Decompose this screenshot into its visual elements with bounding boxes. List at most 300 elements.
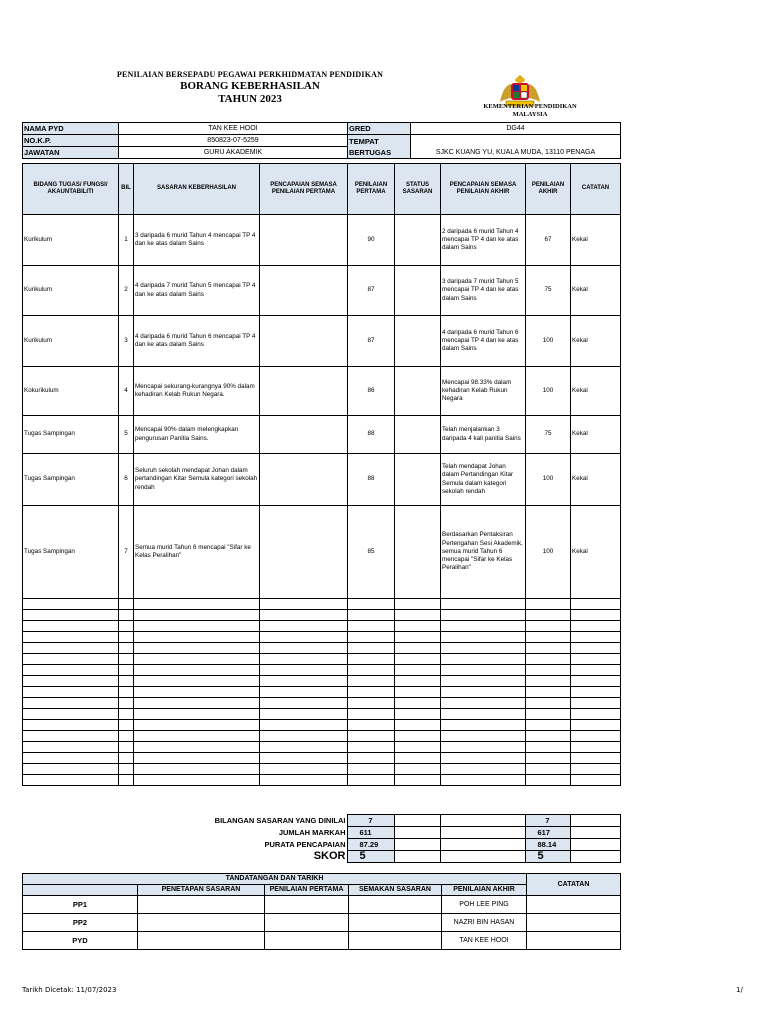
blank-cell (394, 839, 440, 851)
jumlah-label: JUMLAH MARKAH (278, 828, 346, 837)
catatan-cell: Kekal (571, 367, 621, 416)
sasaran-cell: Mencapai sekurang-kurangnya 90% dalam kehadiran Kelab Rukun Negara. (134, 367, 260, 416)
empty-row (23, 632, 621, 643)
empty-cell (571, 676, 621, 687)
form-header (40, 70, 460, 105)
empty-cell (348, 599, 395, 610)
empty-cell (348, 720, 395, 731)
bilangan-akhir: 7 (525, 815, 570, 827)
empty-cell (395, 753, 441, 764)
empty-cell (441, 753, 526, 764)
empty-cell (119, 720, 134, 731)
signature-catatan-header: CATATAN (527, 874, 621, 896)
status-cell (395, 506, 441, 599)
empty-cell (571, 599, 621, 610)
col-header-pencapaian-akhir: PENCAPAIAN SEMASA PENILAIAN AKHIR (441, 164, 526, 215)
empty-row (23, 720, 621, 731)
status-cell (395, 215, 441, 266)
signature-cell (138, 914, 265, 932)
empty-rows (23, 599, 621, 786)
empty-cell (526, 698, 571, 709)
empty-cell (348, 687, 395, 698)
empty-cell (571, 621, 621, 632)
signature-row (23, 932, 621, 950)
empty-cell (23, 621, 119, 632)
empty-cell (395, 687, 441, 698)
empty-cell (441, 709, 526, 720)
empty-cell (526, 753, 571, 764)
empty-cell (571, 753, 621, 764)
empty-cell (23, 764, 119, 775)
purata-akhir: 88.14 (525, 839, 570, 851)
empty-cell (119, 753, 134, 764)
empty-cell (441, 632, 526, 643)
empty-row (23, 687, 621, 698)
page-number: 1/ (736, 986, 743, 994)
signature-cell (265, 914, 349, 932)
empty-row (23, 764, 621, 775)
signature-table (22, 873, 621, 950)
empty-cell (348, 764, 395, 775)
pencapaian-akhir-cell: Telah menjalankan 3 daripada 4 kali panitia Sains (441, 416, 526, 454)
gred-label: GRED (348, 123, 411, 135)
empty-cell (526, 621, 571, 632)
table-row (23, 367, 621, 416)
sasaran-cell: 4 daripada 6 murid Tahun 6 mencapai TP 4 dan ke atas dalam Sains (134, 316, 260, 367)
empty-cell (260, 731, 348, 742)
empty-cell (348, 665, 395, 676)
empty-cell (134, 643, 260, 654)
catatan-cell: Kekal (571, 416, 621, 454)
print-date: Tarikh Dicetak: 11/07/2023 (22, 986, 117, 994)
ministry-line2: MALAYSIA (512, 111, 548, 118)
blank-cell (394, 815, 440, 827)
penilaian-pertama-cell: 87 (348, 316, 395, 367)
col-header-status: STATUS SASARAN (395, 164, 441, 215)
empty-cell (134, 698, 260, 709)
bil-cell: 1 (119, 215, 134, 266)
bidang-cell: Tugas Sampingan (23, 416, 119, 454)
empty-cell (441, 610, 526, 621)
empty-row (23, 643, 621, 654)
bil-cell: 5 (119, 416, 134, 454)
empty-cell (526, 764, 571, 775)
blank-cell (570, 827, 620, 839)
empty-cell (526, 775, 571, 786)
empty-cell (441, 731, 526, 742)
empty-cell (348, 742, 395, 753)
empty-cell (395, 632, 441, 643)
bilangan-pertama: 7 (347, 815, 394, 827)
status-cell (395, 416, 441, 454)
empty-cell (260, 610, 348, 621)
signature-cell (527, 896, 621, 914)
empty-row (23, 676, 621, 687)
pencapaian-pertama-cell (260, 454, 348, 506)
signature-role: PP2 (23, 914, 138, 932)
empty-cell (119, 731, 134, 742)
empty-cell (441, 698, 526, 709)
empty-row (23, 731, 621, 742)
catatan-cell: Kekal (571, 215, 621, 266)
empty-cell (395, 621, 441, 632)
empty-cell (348, 610, 395, 621)
penilaian-akhir-cell: 100 (526, 316, 571, 367)
status-cell (395, 367, 441, 416)
penilaian-pertama-cell: 88 (348, 416, 395, 454)
empty-cell (23, 698, 119, 709)
empty-cell (571, 632, 621, 643)
blank-cell (570, 851, 620, 863)
bil-cell: 2 (119, 266, 134, 316)
empty-cell (348, 709, 395, 720)
empty-cell (526, 643, 571, 654)
empty-cell (526, 665, 571, 676)
bil-cell: 6 (119, 454, 134, 506)
keberhasilan-table (22, 163, 621, 786)
empty-cell (134, 709, 260, 720)
empty-cell (134, 731, 260, 742)
blank-cell (570, 815, 620, 827)
empty-cell (260, 643, 348, 654)
empty-row (23, 610, 621, 621)
pencapaian-pertama-cell (260, 367, 348, 416)
catatan-cell: Kekal (571, 454, 621, 506)
empty-cell (348, 643, 395, 654)
empty-cell (23, 654, 119, 665)
col-header-catatan: CATATAN (571, 164, 621, 215)
jumlah-pertama: 611 (347, 827, 394, 839)
empty-cell (134, 621, 260, 632)
empty-cell (119, 610, 134, 621)
empty-cell (23, 643, 119, 654)
empty-cell (260, 632, 348, 643)
blank-cell (440, 851, 525, 863)
nokp-value: 850823-07-5259 (119, 135, 348, 147)
penilaian-pertama-cell: 86 (348, 367, 395, 416)
bidang-cell: Kurikulum (23, 266, 119, 316)
nokp-label: NO.K.P. (23, 135, 119, 147)
sasaran-cell: Semua murid Tahun 6 mencapai "Sifar ke Kelas Peralihan" (134, 506, 260, 599)
blank-cell (440, 815, 525, 827)
empty-cell (260, 654, 348, 665)
empty-cell (260, 720, 348, 731)
empty-cell (348, 676, 395, 687)
empty-cell (260, 599, 348, 610)
signature-title: TANDATANGAN DAN TARIKH (23, 874, 527, 885)
col-header-bidang: BIDANG TUGAS/ FUNGSI/ AKAUNTABILITI (23, 164, 119, 215)
bidang-cell: Kurikulum (23, 215, 119, 266)
empty-cell (134, 775, 260, 786)
empty-cell (348, 654, 395, 665)
skor-akhir: 5 (525, 851, 570, 863)
signature-cell (349, 896, 442, 914)
empty-cell (395, 764, 441, 775)
empty-cell (260, 687, 348, 698)
pencapaian-akhir-cell: 2 daripada 6 murid Tahun 4 mencapai TP 4 dan ke atas dalam Sains (441, 215, 526, 266)
col-header-bil: BIL (119, 164, 134, 215)
empty-cell (119, 742, 134, 753)
empty-cell (441, 643, 526, 654)
empty-cell (571, 720, 621, 731)
bilangan-label: BILANGAN SASARAN YANG DINILAI (214, 816, 346, 825)
penilaian-akhir-cell: 75 (526, 266, 571, 316)
pencapaian-pertama-cell (260, 316, 348, 367)
empty-cell (134, 742, 260, 753)
empty-row (23, 742, 621, 753)
signature-cell (265, 896, 349, 914)
empty-cell (526, 742, 571, 753)
signature-cell (527, 932, 621, 950)
bidang-cell: Kokurikulum (23, 367, 119, 416)
empty-cell (134, 610, 260, 621)
col-header-sasaran: SASARAN KEBERHASILAN (134, 164, 260, 215)
empty-cell (395, 709, 441, 720)
pencapaian-akhir-cell: 3 daripada 7 murid Tahun 5 mencapai TP 4 dan ke atas dalam Sains (441, 266, 526, 316)
empty-cell (119, 665, 134, 676)
signature-col-penilaian-pertama: PENILAIAN PERTAMA (265, 885, 349, 896)
empty-cell (526, 610, 571, 621)
pyd-info-table (22, 122, 621, 159)
purata-label: PURATA PENCAPAIAN (264, 840, 346, 849)
empty-cell (119, 621, 134, 632)
blank-cell (394, 851, 440, 863)
jumlah-akhir: 617 (525, 827, 570, 839)
status-cell (395, 454, 441, 506)
signature-col-penetapan: PENETAPAN SASARAN (138, 885, 265, 896)
pencapaian-akhir-cell: Mencapai 98.33% dalam kehadiran Kelab Rukun Negara (441, 367, 526, 416)
blank-cell (394, 827, 440, 839)
empty-cell (395, 676, 441, 687)
skor-label: SKOR (313, 850, 346, 862)
empty-cell (526, 687, 571, 698)
signature-role: PP1 (23, 896, 138, 914)
empty-cell (571, 610, 621, 621)
jawatan-label: JAWATAN (23, 147, 119, 159)
col-header-penilaian-akhir: PENILAIAN AKHIR (526, 164, 571, 215)
empty-cell (23, 753, 119, 764)
empty-cell (23, 676, 119, 687)
penilaian-pertama-cell: 87 (348, 266, 395, 316)
bil-cell: 4 (119, 367, 134, 416)
table-row (23, 506, 621, 599)
pencapaian-akhir-cell: Telah mendapat Johan dalam Pertandingan Kitar Semula dalam kategori sekolah rendah (441, 454, 526, 506)
tempat-value: SJKC KUANG YU, KUALA MUDA, 13110 PENAGA (411, 135, 621, 159)
empty-cell (571, 731, 621, 742)
empty-cell (23, 632, 119, 643)
empty-cell (348, 775, 395, 786)
penilaian-akhir-cell: 100 (526, 367, 571, 416)
empty-cell (260, 676, 348, 687)
empty-cell (119, 632, 134, 643)
empty-cell (526, 709, 571, 720)
signature-akhir-name: POH LEE PING (442, 896, 527, 914)
gred-value: DG44 (411, 123, 621, 135)
empty-cell (134, 687, 260, 698)
pencapaian-akhir-cell: Berdasarkan Pentaksiran Pertengahan Sesi Akademik, semua murid Tahun 6 mencapai "Sifar ke Kelas Peralihan" (441, 506, 526, 599)
empty-cell (134, 654, 260, 665)
empty-cell (395, 654, 441, 665)
empty-cell (260, 742, 348, 753)
empty-cell (134, 599, 260, 610)
empty-cell (441, 742, 526, 753)
empty-cell (526, 676, 571, 687)
empty-cell (134, 665, 260, 676)
signature-role: PYD (23, 932, 138, 950)
empty-cell (134, 720, 260, 731)
empty-cell (23, 599, 119, 610)
empty-cell (134, 764, 260, 775)
jawatan-value: GURU AKADEMIK (119, 147, 348, 159)
empty-cell (395, 742, 441, 753)
totals-table (22, 814, 621, 863)
bidang-cell: Tugas Sampingan (23, 506, 119, 599)
empty-cell (441, 775, 526, 786)
empty-cell (260, 698, 348, 709)
tempat-label: TEMPAT BERTUGAS (348, 135, 411, 159)
empty-cell (23, 687, 119, 698)
empty-cell (260, 709, 348, 720)
empty-cell (23, 665, 119, 676)
empty-cell (571, 742, 621, 753)
pencapaian-akhir-cell: 4 daripada 6 murid Tahun 6 mencapai TP 4 dan ke atas dalam Sains (441, 316, 526, 367)
empty-cell (395, 643, 441, 654)
empty-cell (571, 665, 621, 676)
signature-cell (138, 932, 265, 950)
blank-cell (570, 839, 620, 851)
signature-akhir-name: TAN KEE HOOI (442, 932, 527, 950)
empty-cell (395, 665, 441, 676)
pencapaian-pertama-cell (260, 416, 348, 454)
table-row (23, 266, 621, 316)
bidang-cell: Tugas Sampingan (23, 454, 119, 506)
signature-cell (527, 914, 621, 932)
empty-cell (119, 654, 134, 665)
empty-cell (441, 654, 526, 665)
empty-cell (526, 632, 571, 643)
empty-cell (571, 687, 621, 698)
penilaian-pertama-cell: 90 (348, 215, 395, 266)
empty-cell (119, 775, 134, 786)
empty-cell (441, 720, 526, 731)
catatan-cell: Kekal (571, 316, 621, 367)
empty-cell (395, 610, 441, 621)
catatan-cell: Kekal (571, 266, 621, 316)
empty-cell (119, 676, 134, 687)
empty-cell (571, 764, 621, 775)
empty-cell (260, 775, 348, 786)
empty-cell (526, 654, 571, 665)
form-title-line1: PENILAIAN BERSEPADU PEGAWAI PERKHIDMATAN PENDIDIKAN (116, 70, 384, 79)
empty-cell (395, 731, 441, 742)
bil-cell: 7 (119, 506, 134, 599)
empty-cell (119, 709, 134, 720)
empty-row (23, 753, 621, 764)
empty-cell (526, 720, 571, 731)
empty-cell (134, 632, 260, 643)
empty-cell (23, 720, 119, 731)
catatan-cell: Kekal (571, 506, 621, 599)
empty-cell (260, 665, 348, 676)
empty-cell (260, 621, 348, 632)
empty-cell (526, 599, 571, 610)
signature-cell (265, 932, 349, 950)
pencapaian-pertama-cell (260, 506, 348, 599)
signature-akhir-name: NAZRI BIN HASAN (442, 914, 527, 932)
form-title-line2: BORANG KEBERHASILAN (180, 80, 320, 92)
skor-pertama: 5 (347, 851, 394, 863)
pencapaian-pertama-cell (260, 266, 348, 316)
empty-cell (260, 764, 348, 775)
empty-cell (348, 731, 395, 742)
empty-cell (348, 753, 395, 764)
empty-row (23, 654, 621, 665)
empty-cell (348, 632, 395, 643)
empty-cell (571, 698, 621, 709)
empty-cell (119, 599, 134, 610)
empty-cell (23, 610, 119, 621)
empty-cell (119, 764, 134, 775)
empty-cell (441, 621, 526, 632)
empty-cell (23, 775, 119, 786)
empty-row (23, 665, 621, 676)
sasaran-cell: 4 daripada 7 murid Tahun 5 mencapai TP 4 dan ke atas dalam Sains (134, 266, 260, 316)
empty-cell (441, 599, 526, 610)
empty-cell (119, 643, 134, 654)
empty-row (23, 599, 621, 610)
penilaian-akhir-cell: 100 (526, 506, 571, 599)
empty-cell (571, 654, 621, 665)
col-header-pencapaian-pertama: PENCAPAIAN SEMASA PENILAIAN PERTAMA (260, 164, 348, 215)
sasaran-cell: 3 daripada 6 murid Tahun 4 mencapai TP 4 dan ke atas dalam Sains (134, 215, 260, 266)
empty-cell (23, 731, 119, 742)
empty-cell (23, 742, 119, 753)
empty-cell (441, 676, 526, 687)
empty-cell (441, 665, 526, 676)
empty-cell (134, 753, 260, 764)
nama-value: TAN KEE HOOI (119, 123, 348, 135)
penilaian-akhir-cell: 100 (526, 454, 571, 506)
signature-cell (349, 932, 442, 950)
signature-row (23, 914, 621, 932)
penilaian-akhir-cell: 75 (526, 416, 571, 454)
empty-cell (526, 731, 571, 742)
empty-cell (134, 676, 260, 687)
purata-pertama: 87.29 (347, 839, 394, 851)
empty-cell (395, 698, 441, 709)
empty-row (23, 775, 621, 786)
status-cell (395, 316, 441, 367)
pencapaian-pertama-cell (260, 215, 348, 266)
empty-cell (395, 775, 441, 786)
col-header-penilaian-pertama: PENILAIAN PERTAMA (348, 164, 395, 215)
blank-cell (440, 827, 525, 839)
nama-label: NAMA PYD (23, 123, 119, 135)
ministry-line1: KEMENTERIAN PENDIDIKAN (483, 103, 577, 110)
empty-cell (260, 753, 348, 764)
penilaian-pertama-cell: 85 (348, 506, 395, 599)
empty-cell (571, 643, 621, 654)
table-row (23, 454, 621, 506)
table-row (23, 416, 621, 454)
empty-cell (23, 709, 119, 720)
empty-cell (571, 709, 621, 720)
empty-cell (441, 764, 526, 775)
ministry-label (460, 103, 600, 119)
penilaian-pertama-cell: 88 (348, 454, 395, 506)
sasaran-cell: Seluruh sekolah mendapat Johan dalam pertandingan Kitar Semula kategori sekolah rendah (134, 454, 260, 506)
empty-row (23, 709, 621, 720)
